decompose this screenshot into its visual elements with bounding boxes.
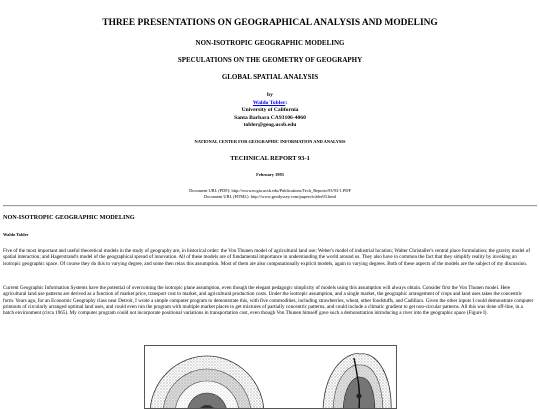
subtitle-global-spatial: GLOBAL SPATIAL ANALYSIS [221,73,319,81]
section-heading: NON-ISOTROPIC GEOGRAPHIC MODELING [3,214,135,221]
report-number: TECHNICAL REPORT 93-1 [230,155,310,162]
byline-institution: University of California [241,107,299,114]
horizontal-rule [3,205,537,207]
figure-drawing [145,346,396,408]
author-link[interactable]: Waldo Tobler [252,99,286,106]
html-url: Document URL (HTML): http://www.geodyssey.com/papers/tobler93.html [204,194,336,200]
isotropic-rings-diagram [150,356,264,408]
byline-email: tobler@geog.ucsb.edu [243,122,297,129]
byline-by: by [267,92,273,98]
center-name: NATIONAL CENTER FOR GEOGRAPHIC INFORMATION AND ANALYSIS [194,139,346,144]
river-rings-diagram [323,354,391,408]
report-date: February 1993 [256,172,284,177]
byline [0,92,540,130]
author-suffix: : [285,99,288,106]
subtitle-non-isotropic: NON-ISOTROPIC GEOGRAPHIC MODELING [195,39,345,47]
document-urls [0,188,540,200]
subtitle-speculations: SPECULATIONS ON THE GEOMETRY OF GEOGRAPHY [177,56,363,64]
figure-von-thunen [144,345,397,409]
byline-address: Santa Barbara CA93106-4060 [234,114,306,121]
paragraph-1: Five of the most important and useful theoretical models in the study of geography are, in historical order: the Von Thunen model of agricultural land use; Weber's model of industrial location; Walter Christaller's central place formulation; the gravity model of spatial interaction; and Hagerstrand's model of the geographical spread of innovation. All of these models are of fundamental importance in understanding the world around us. They also have in common the fact that they simplify reality by invoking an isotropic geographic space. Of course they do this to varying degree, and some then relax this assumption. Most of them are also computationally explicit models, again to varying degrees. Both of these aspects of the models are the subject of my discussion. [3,248,531,267]
pdf-url: Document URL (PDF): http://www.ncgia.ucsb.edu/Publications/Tech_Reports/93/93-1.PDF [189,188,351,193]
byline-author-line [0,100,540,108]
document-title: THREE PRESENTATIONS ON GEOGRAPHICAL ANALYSIS AND MODELING [102,18,438,28]
paragraph-2: Current Geographic Information Systems have the potential of overcoming the isotropic plane assumption, even though the elegant pedagogic simplicity of models using this assumption will always obtain. Consider first the Von Thunen model. Here agricultural land use patterns are derived as a function of market price, transport cost to market, and agricultural production costs. Under the isotropic assumption, and a single market, the geographic arrangement of crops and land uses takes the concentric form. Years ago, for an Economic Geography class near Detroit, I wrote a simple computer program to demonstrate this, with five commodities, including strawberries, wheat, other foodstuffs, and Cadillacs. Given the other inputs I could demonstrate computer printouts of circularly arranged optimal land uses, and could even run the program with multiple market places to get mixtures of partially concentric patterns, and could include a climatic gradient to get non-circular patterns. All this was done off-line, in a batch environment (circa 1965). My computer program could not incorporate positional variations in transportation cost, even though Von Thunen himself gave such a demonstration introducing a river into the geographic space (Figure I). [3,285,534,316]
section-author: Waldo Tobler [3,232,29,237]
